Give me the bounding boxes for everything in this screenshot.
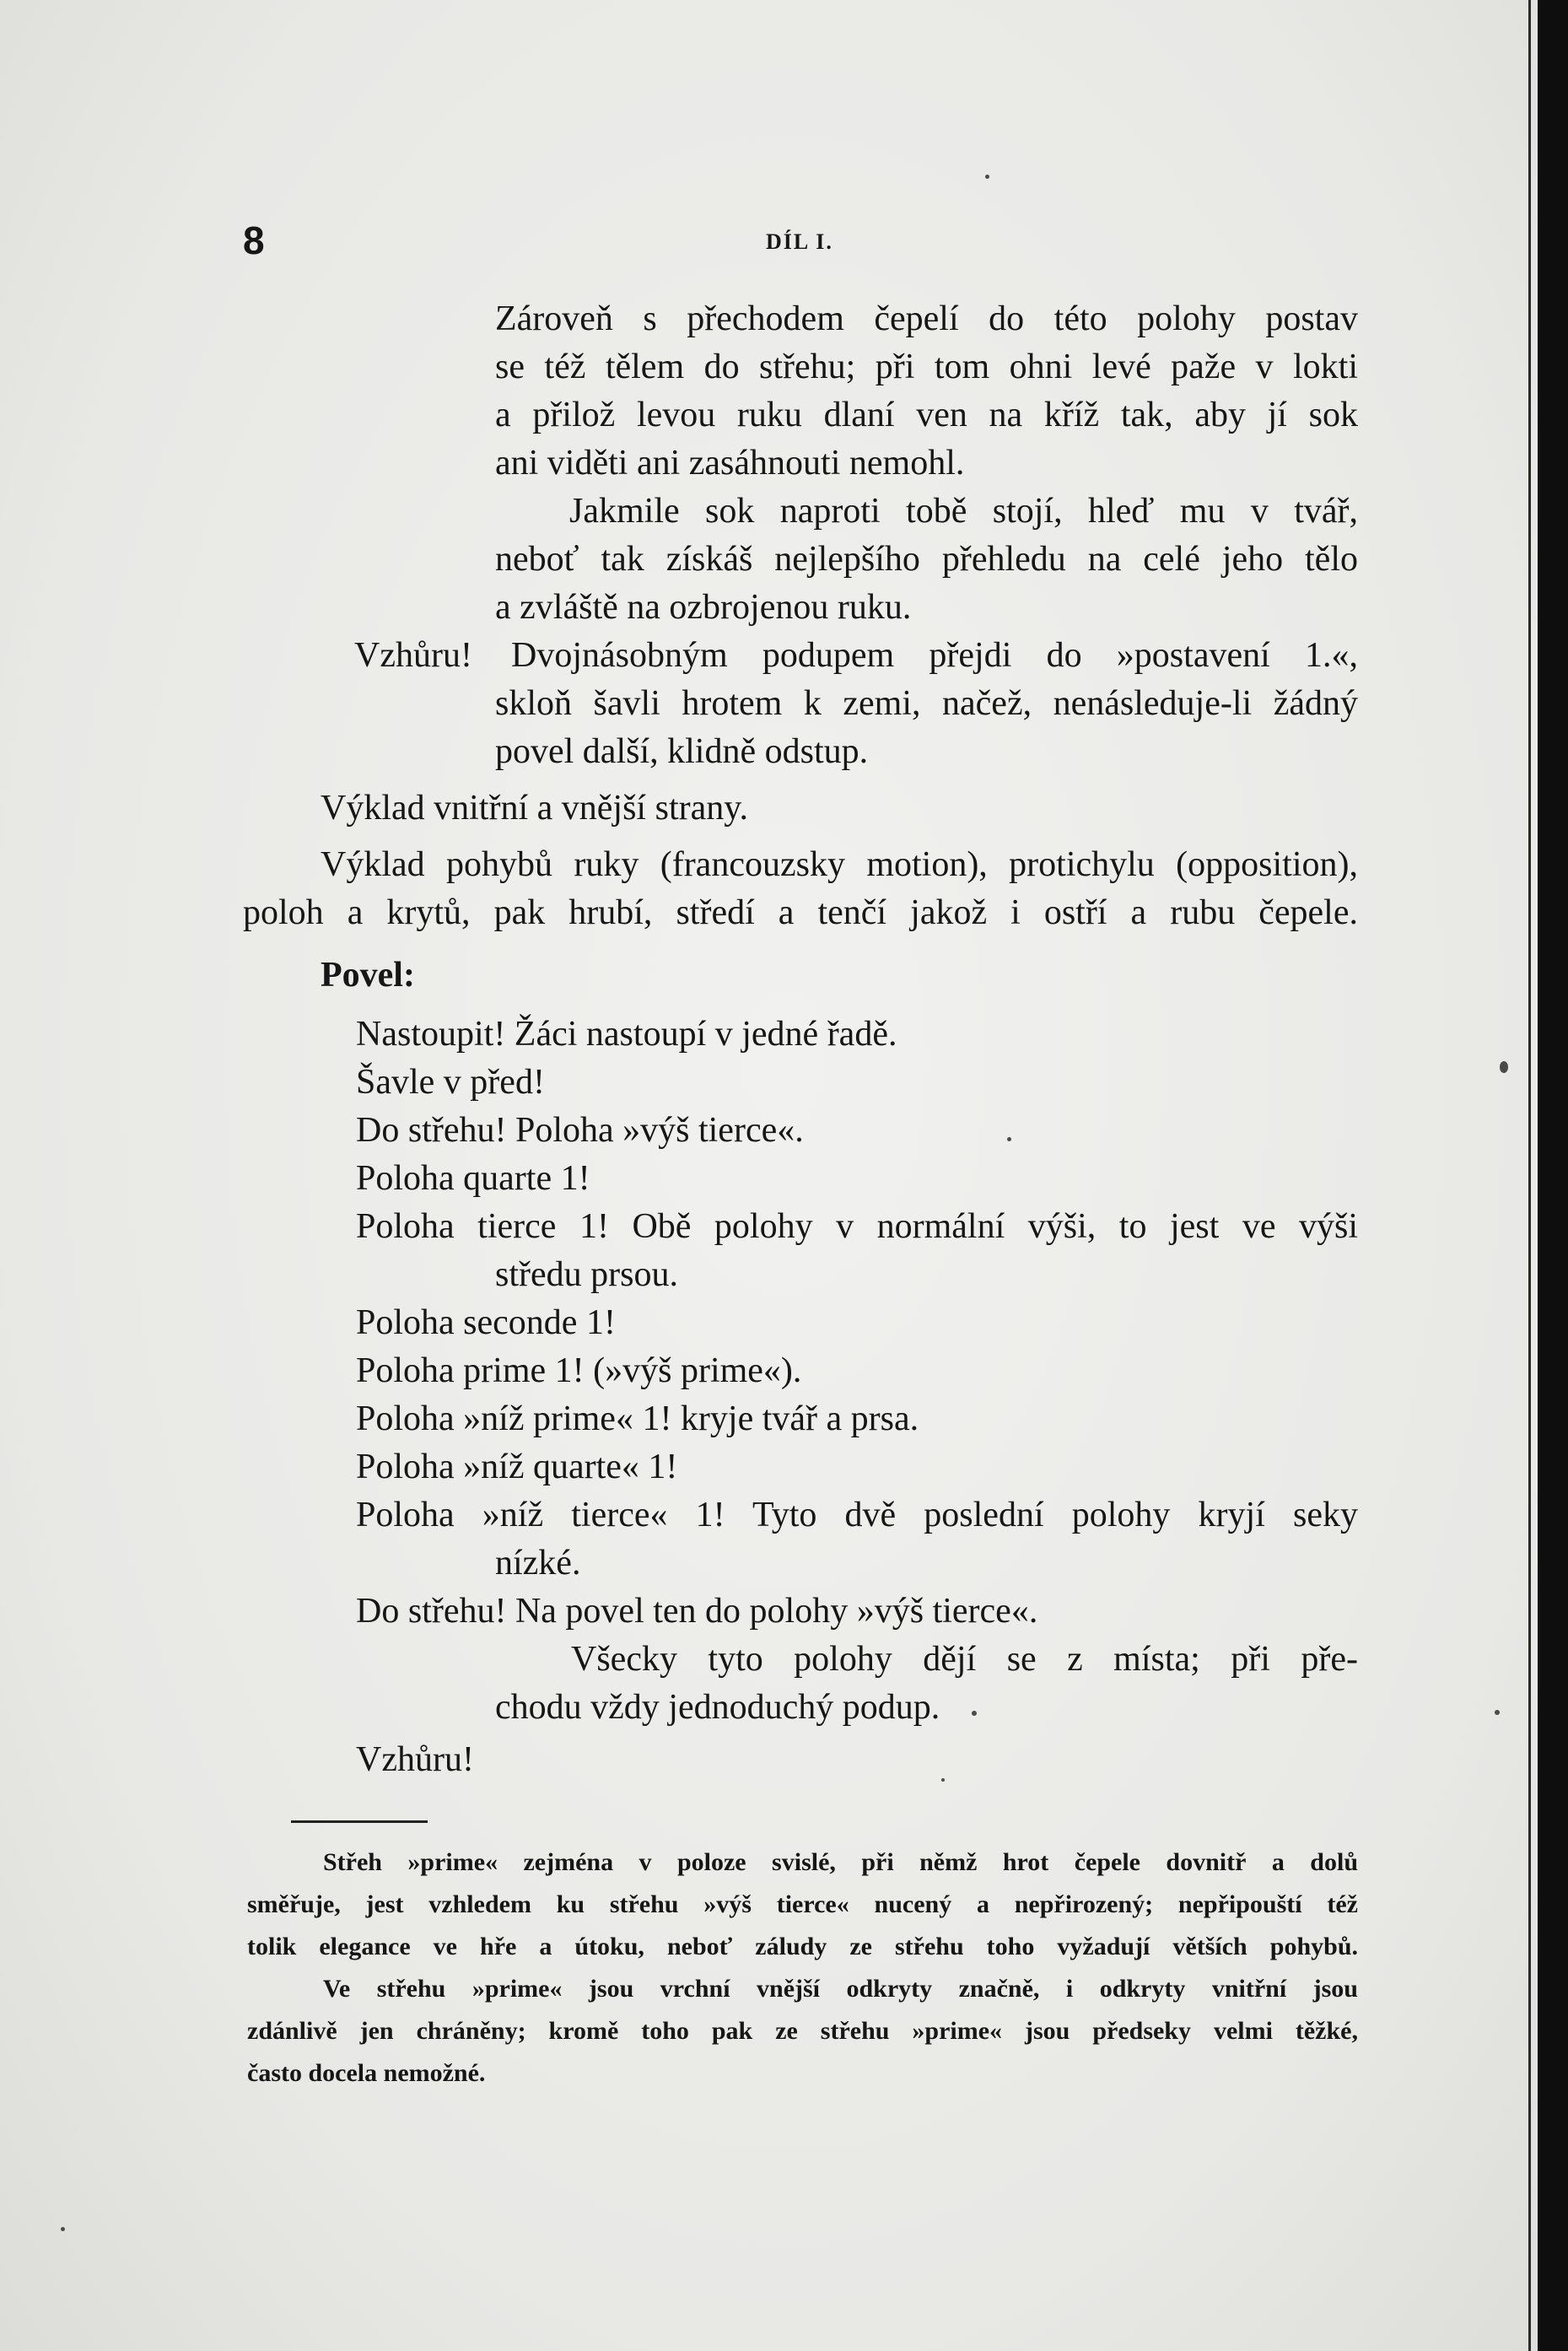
command-line: středu prsou.	[495, 1255, 678, 1294]
scan-speck	[972, 1711, 977, 1716]
command-line: Poloha prime 1! (»výš prime«).	[356, 1351, 802, 1390]
scan-speck	[985, 175, 989, 179]
footnote-line: Střeh »prime« zejména v poloze svislé, při němž hrot čepele dovnitř a dolů	[323, 1848, 1358, 1876]
command-line: Šavle v před!	[356, 1063, 545, 1102]
footnote-line: směřuje, jest vzhledem ku střehu »výš tierce« nucený a nepřirozený; nepřipouští též	[247, 1890, 1358, 1918]
command-line: Do střehu! Poloha »výš tierce«.	[356, 1111, 804, 1150]
text-line: poloh a krytů, pak hrubí, středí a tenčí jakož i ostří a rubu čepele.	[243, 893, 1358, 932]
text-line: ani viděti ani zasáhnouti nemohl.	[495, 444, 965, 483]
command-line: Nastoupit! Žáci nastoupí v jedné řadě.	[356, 1015, 897, 1054]
footnote-line: zdánlivě jen chráněny; kromě toho pak ze střehu »prime« jsou předseky velmi těžké,	[247, 2017, 1358, 2045]
command-line: Poloha »níž quarte« 1!	[356, 1448, 678, 1486]
povel-heading: Povel:	[321, 956, 415, 995]
text-line: se též tělem do střehu; při tom ohni levé paže v lokti	[495, 348, 1358, 386]
scan-speck	[1500, 1061, 1508, 1073]
scan-speck	[1007, 1137, 1011, 1141]
command-line: Poloha tierce 1! Obě polohy v normální výši, to jest ve výši	[356, 1207, 1358, 1246]
text-line: Dvojnásobným podupem přejdi do »postavení 1.«,	[511, 636, 1358, 675]
text-line: skloň šavli hrotem k zemi, načež, nenásleduje-li žádný	[495, 684, 1358, 723]
text-line: povel další, klidně odstup.	[495, 732, 869, 771]
text-line: a přilož levou ruku dlaní ven na kříž tak, aby jí sok	[495, 396, 1358, 434]
command-line: Poloha seconde 1!	[356, 1303, 616, 1342]
running-head: DÍL I.	[766, 229, 833, 254]
page-number: 8	[243, 218, 265, 262]
page-header	[243, 218, 1365, 268]
text-line: a zvláště na ozbrojenou ruku.	[495, 588, 912, 627]
command-line: Poloha quarte 1!	[356, 1159, 590, 1198]
command-line: Poloha »níž prime« 1! kryje tvář a prsa.	[356, 1399, 919, 1438]
footnote-line: často docela nemožné.	[247, 2059, 486, 2087]
scan-speck	[941, 1778, 945, 1782]
command-line: Poloha »níž tierce« 1! Tyto dvě poslední polohy kryjí seky	[356, 1496, 1358, 1534]
text-line: neboť tak získáš nejlepšího přehledu na celé jeho tělo	[495, 540, 1358, 579]
page-binding-shadow	[1538, 0, 1568, 2351]
command-line: Do střehu! Na povel ten do polohy »výš tierce«.	[356, 1592, 1038, 1631]
command-label: Vzhůru!	[354, 636, 472, 675]
scan-speck	[1495, 1710, 1500, 1715]
command-line: Všecky tyto polohy dějí se z místa; při pře-	[571, 1640, 1358, 1679]
command-line: chodu vždy jednoduchý podup.	[495, 1688, 940, 1727]
footnote-line: Ve střehu »prime« jsou vrchní vnější odkryty značně, i odkryty vnitřní jsou	[323, 1975, 1358, 2003]
footnote-line: tolik elegance ve hře a útoku, neboť záludy ze střehu toho vyžadují větších pohybů.	[247, 1933, 1358, 1960]
text-line: Výklad vnitřní a vnější strany.	[321, 789, 749, 828]
page-edge-line	[1528, 0, 1531, 2351]
text-line: Jakmile sok naproti tobě stojí, hleď mu v tvář,	[569, 492, 1358, 531]
footnote-separator	[291, 1820, 428, 1823]
command-line: nízké.	[495, 1544, 581, 1583]
text-line: Výklad pohybů ruky (francouzsky motion), protichylu (opposition),	[321, 845, 1358, 884]
scan-speck	[61, 2227, 65, 2231]
command-line: Vzhůru!	[356, 1740, 474, 1779]
text-line: Zároveň s přechodem čepelí do této polohy postav	[495, 299, 1358, 338]
